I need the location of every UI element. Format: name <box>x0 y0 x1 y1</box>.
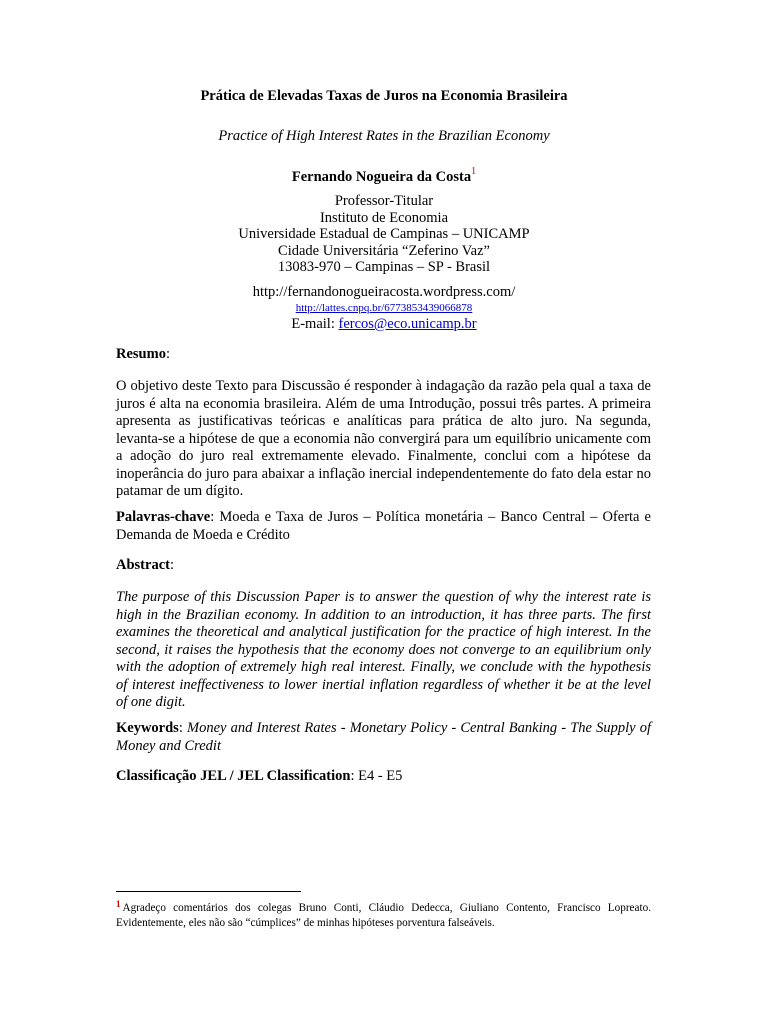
title-first-word: Prática <box>200 88 246 104</box>
keywords-text: Money and Interest Rates - Monetary Policy - Central Banking - The Supply of Money and Credit <box>116 720 651 754</box>
jel-label: Classificação JEL / JEL Classification <box>116 768 351 784</box>
palavras-chave-line <box>116 509 651 544</box>
keywords-line <box>116 720 651 755</box>
abstract-colon: : <box>169 557 174 573</box>
email-line <box>0 316 768 333</box>
affiliation-campus: Cidade Universitária “Zeferino Vaz” <box>278 242 490 259</box>
jel-classification-line <box>116 768 651 786</box>
affiliation-institute: Instituto de Economia <box>319 209 449 226</box>
author-line <box>0 166 768 186</box>
resumo-colon: : <box>165 346 170 362</box>
paper-subtitle: Practice of High Interest Rates in the Brazilian Economy <box>218 128 550 144</box>
resumo-text: O objetivo deste Texto para Discussão é responder à indagação da razão pela qual a taxa de juros é alta na economia brasileira. Além de uma Introdução, possui três partes. A primeira apresenta as justificativas teóricas e analíticas para prática de alto juro. Na segunda, levanta-se a hipótese de que a economia não convergirá para um equilíbrio unicamente com a adoção do juro real extremamente elevado. Finalmente, conclui com a hipótese da inoperância do juro para abaixar a inflação inercial independentemente do fato dela estar no patamar de um dígito. <box>116 378 651 499</box>
palavras-chave-label: Palavras-chave <box>116 509 211 525</box>
footnote-text: Agradeço comentários dos colegas Bruno Conti, Cláudio Dedecca, Giuliano Contento, Francisco Lopreato. Evidentemente, eles não são “cúmplices” de minhas hipóteses porventura falseáveis. <box>116 902 651 929</box>
title-rest: de Elevadas Taxas de Juros na Economia Brasileira <box>245 88 568 104</box>
email-link[interactable]: fercos@eco.unicamp.br <box>338 316 477 332</box>
affiliation-title: Professor-Titular <box>334 193 434 209</box>
keywords-colon: : <box>178 720 188 736</box>
email-label: E-mail: <box>291 316 339 332</box>
abstract-heading-line <box>116 557 651 575</box>
lattes-line <box>0 302 768 314</box>
website-url: http://fernandonogueiracosta.wordpress.com/ <box>252 284 516 300</box>
paper-title <box>0 88 768 105</box>
keywords-label: Keywords <box>116 720 179 736</box>
abstract-text: The purpose of this Discussion Paper is to answer the question of why the interest rate is high in the Brazilian economy. In addition to an introduction, it has three parts. The first examines the theoretical and analytical justification for the practice of high interest. In the second, it raises the hypothesis that the economy does not converge to an equilibrium only with the adoption of extremely high real interest. Finally, we conclude with the hypothesis of interest ineffectiveness to lower inertial inflation regardless of whether it be at the level of one digit. <box>116 589 651 710</box>
affiliation-university: Universidade Estadual de Campinas – UNICAMP <box>238 226 530 242</box>
palavras-chave-text: : Moeda e Taxa de Juros – Política monetária – Banco Central – Oferta e Demanda de Moeda e Crédito <box>116 509 651 543</box>
resumo-heading-line <box>116 346 651 364</box>
lattes-link[interactable]: http://lattes.cnpq.br/6773853439066878 <box>295 302 473 314</box>
footnote <box>116 897 651 931</box>
abstract-heading: Abstract <box>116 557 170 573</box>
footnote-mark: 1 <box>116 899 121 909</box>
footnote-separator <box>116 891 301 892</box>
resumo-heading: Resumo <box>116 346 166 362</box>
affiliation-block <box>0 193 768 276</box>
jel-value: : E4 - E5 <box>350 768 403 784</box>
affiliation-address: 13083-970 – Campinas – SP - Brasil <box>277 259 491 275</box>
author-footnote-mark[interactable]: 1 <box>471 166 477 177</box>
author-name: Fernando Nogueira da Costa <box>291 169 472 185</box>
